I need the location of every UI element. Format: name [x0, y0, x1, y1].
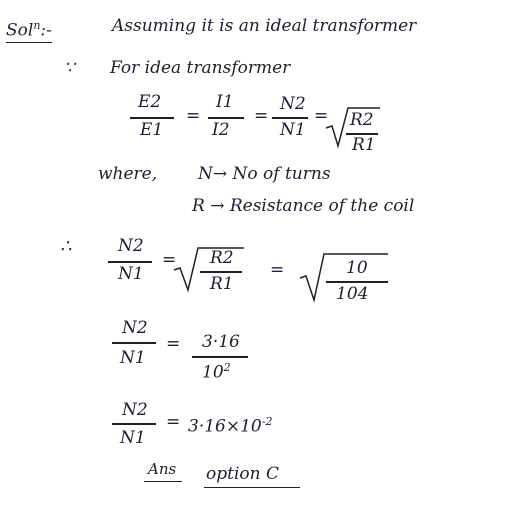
- solution-label-underline: [6, 42, 52, 43]
- i2: I2: [212, 120, 230, 140]
- answer-label-underline: [144, 481, 182, 482]
- eq3-n-fraction-bar: [112, 342, 156, 344]
- definition-r: R → Resistance of the coil: [192, 196, 415, 216]
- eq2-value-den: 104: [336, 284, 369, 304]
- eq2-equals-2: =: [270, 260, 285, 280]
- intro-line: Assuming it is an ideal transformer: [112, 16, 417, 36]
- therefore-mark: ∴: [60, 236, 72, 257]
- where-label: where,: [98, 164, 158, 184]
- equals-1: =: [186, 106, 201, 126]
- eq2-n-fraction-bar: [108, 261, 152, 263]
- eq4-n2: N2: [122, 400, 148, 420]
- e-fraction-bar: [130, 117, 174, 119]
- i-fraction-bar: [208, 117, 244, 119]
- eq2-n1: N1: [118, 264, 144, 284]
- answer-text-underline: [204, 487, 300, 488]
- equals-3: =: [314, 106, 329, 126]
- eq4-value: $3\cdot 16\times 10^{-2}$: [188, 415, 273, 437]
- eq2-r-fraction-bar: [200, 271, 242, 273]
- eq2-n2: N2: [118, 236, 144, 256]
- n2: N2: [280, 94, 306, 114]
- eq4-equals: =: [166, 412, 181, 432]
- ideal-transformer-line: For idea transformer: [110, 58, 291, 78]
- i1: I1: [216, 92, 234, 112]
- eq2-value-fraction-bar: [326, 281, 388, 283]
- answer-text: option C: [206, 464, 279, 484]
- eq3-value-den: $10^2$: [202, 361, 231, 383]
- because-mark: ∵: [64, 58, 75, 78]
- n-fraction-bar: [272, 117, 308, 119]
- eq3-value-num: 3·16: [202, 332, 240, 352]
- eq3-n1: N1: [120, 348, 146, 368]
- solution-label: Sol$^n$:-: [6, 19, 52, 41]
- eq4-n1: N1: [120, 428, 146, 448]
- eq2-equals-1: =: [162, 250, 177, 270]
- e2: E2: [138, 92, 162, 112]
- eq2-value-num: 10: [346, 258, 368, 278]
- eq2-r2: R2: [210, 248, 234, 268]
- equals-2: =: [254, 106, 269, 126]
- e1: E1: [140, 120, 164, 140]
- answer-label: Ans: [148, 460, 177, 478]
- eq3-value-fraction-bar: [192, 356, 248, 358]
- eq3-n2: N2: [122, 318, 148, 338]
- n1: N1: [280, 120, 306, 140]
- r1: R1: [352, 135, 376, 155]
- definition-n: N→ No of turns: [198, 164, 331, 184]
- eq2-r1: R1: [210, 274, 234, 294]
- r2: R2: [350, 110, 374, 130]
- eq4-n-fraction-bar: [112, 423, 156, 425]
- eq3-equals: =: [166, 334, 181, 354]
